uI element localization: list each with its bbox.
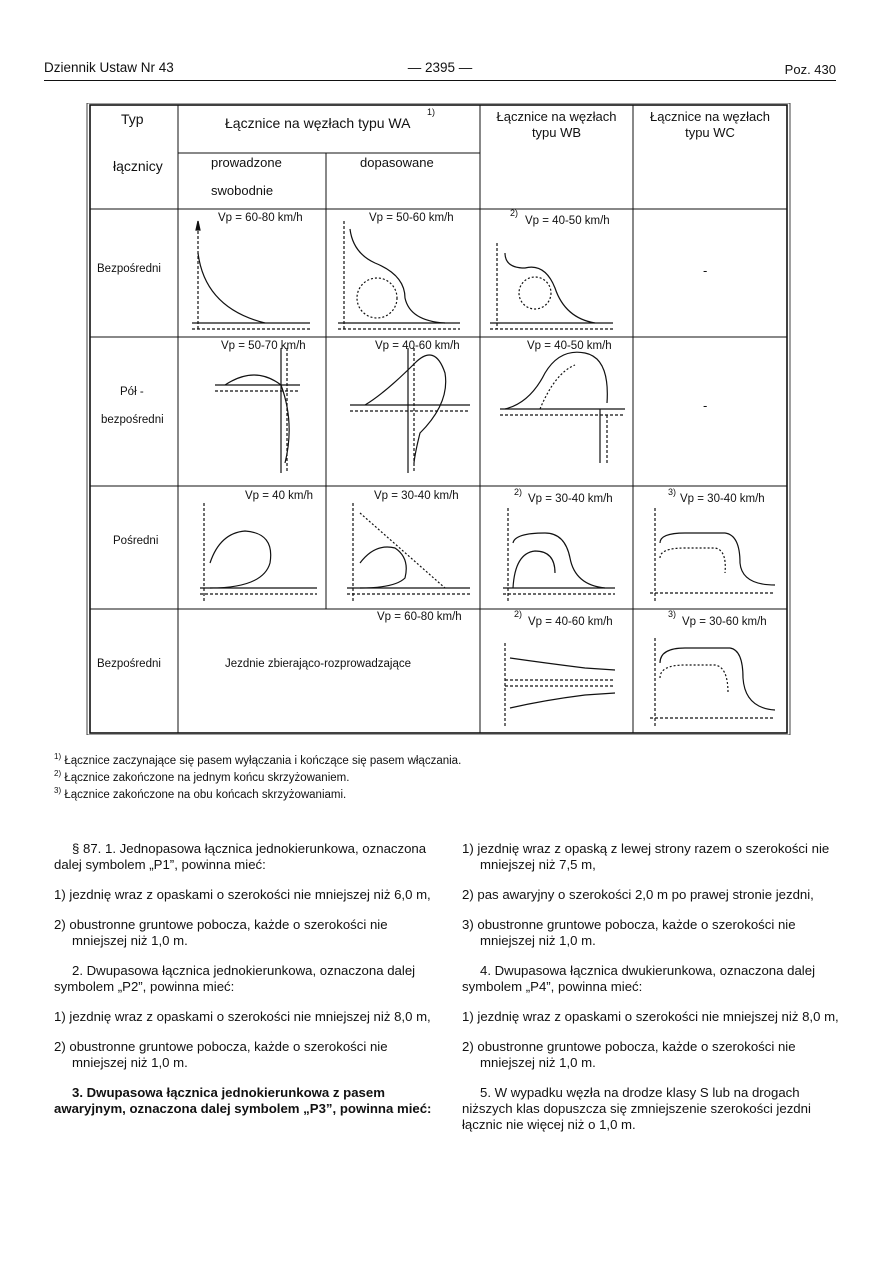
- speed-r2-wb: Vp = 40-50 km/h: [527, 340, 612, 352]
- diagram-r3-wb: [503, 508, 615, 603]
- diagram-r1-fit: [338, 221, 460, 329]
- footnote-1-mark: 1): [54, 752, 62, 761]
- head-wc-1: Łącznice na węzłach: [650, 109, 770, 124]
- para-87-4-item-2: 2) obustronne gruntowe pobocza, każde o szerokości nie mniejszej niż 1,0 m.: [462, 1039, 796, 1070]
- head-wa-fit: dopasowane: [360, 155, 434, 170]
- para-87-2: 2. Dwupasowa łącznica jednokierunkowa, oznaczona dalej symbolem „P2”, powinna mieć:: [54, 963, 416, 994]
- row-label-pol-1: Pół -: [120, 386, 144, 398]
- speed-r4-wb: Vp = 40-60 km/h: [528, 616, 613, 628]
- para-87-1-item-2: 2) obustronne gruntowe pobocza, każde o szerokości nie mniejszej niż 1,0 m.: [54, 917, 388, 948]
- speed-r3-wb: Vp = 30-40 km/h: [528, 493, 613, 505]
- speed-r1-free: Vp = 60-80 km/h: [218, 212, 303, 224]
- para-87-3-item-3: 3) obustronne gruntowe pobocza, każde o szerokości nie mniejszej niż 1,0 m.: [462, 917, 796, 948]
- diagram-r3-wc: [650, 508, 775, 603]
- head-lacznicy: łącznicy: [113, 158, 163, 174]
- speed-r4-wc: Vp = 30-60 km/h: [682, 616, 767, 628]
- diagram-r2-free: [215, 348, 300, 473]
- head-wa: Łącznice na węzłach typu WA: [225, 115, 411, 131]
- para-87-5: 5. W wypadku węzła na drodze klasy S lub na drogach niższych klas dopuszcza się zmniejszenie szerokości jezdni łącznic nie więcej niż o 1,0 m.: [462, 1085, 811, 1132]
- row-label-bezposredni-2: Bezpośredni: [97, 658, 161, 670]
- mark-r3-wc: 3): [668, 487, 677, 497]
- para-87-4-item-1: 1) jezdnię wraz z opaskami o szerokości nie mniejszej niż 8,0 m,: [462, 1009, 839, 1024]
- footnote-2: [54, 769, 349, 784]
- text-column-right: [462, 841, 846, 1147]
- head-wc-2: typu WC: [685, 125, 735, 140]
- mark-r4-wc: 3): [668, 609, 677, 619]
- journal-title: Dziennik Ustaw Nr 43: [44, 60, 174, 75]
- diagram-r2-wb: [500, 352, 625, 463]
- position-number: Poz. 430: [784, 62, 836, 77]
- para-87-2-item-1: 1) jezdnię wraz z opaskami o szerokości nie mniejszej niż 8,0 m,: [54, 1009, 431, 1024]
- diagram-r2-fit: [350, 348, 470, 473]
- speed-r3-free: Vp = 40 km/h: [245, 490, 314, 502]
- footnote-2-text: Łącznice zakończone na jednym końcu skrzyżowaniem.: [64, 771, 350, 784]
- head-wa-free-2: swobodnie: [211, 183, 274, 198]
- speed-r3-wc: Vp = 30-40 km/h: [680, 493, 765, 505]
- diagram-r1-free: [192, 221, 310, 329]
- head-wb-2: typu WB: [531, 125, 582, 140]
- para-87-2-item-2: 2) obustronne gruntowe pobocza, każde o szerokości nie mniejszej niż 1,0 m.: [54, 1039, 388, 1070]
- para-87-4: 4. Dwupasowa łącznica dwukierunkowa, oznaczona dalej symbolem „P4”, powinna mieć:: [462, 963, 816, 994]
- footnote-3-text: Łącznice zakończone na obu końcach skrzyżowaniami.: [64, 788, 347, 801]
- page-number: — 2395 —: [407, 60, 473, 75]
- footnote-3-mark: 3): [54, 786, 62, 795]
- footnote-1-text: Łącznice zaczynające się pasem wyłączania i kończące się pasem włączania.: [64, 754, 462, 767]
- text-column-left: [54, 841, 438, 1131]
- para-87-1-item-1: 1) jezdnię wraz z opaskami o szerokości nie mniejszej niż 6,0 m,: [54, 887, 431, 902]
- footnote-3: [54, 786, 346, 801]
- head-wa-free-1: prowadzone: [211, 155, 282, 170]
- speed-r1-fit: Vp = 50-60 km/h: [369, 212, 454, 224]
- page-header: [44, 58, 836, 81]
- table-grid: [85, 103, 792, 735]
- row-label-posredni: Pośredni: [113, 535, 159, 547]
- para-87-3-item-2: 2) pas awaryjny o szerokości 2,0 m po prawej stronie jezdni,: [462, 887, 814, 902]
- dash-r2-wc: -: [703, 398, 708, 413]
- row-label-bezposredni: Bezpośredni: [97, 263, 161, 275]
- footnote-1: [54, 752, 461, 767]
- speed-r1-wb: Vp = 40-50 km/h: [525, 215, 610, 227]
- speed-r2-fit: Vp = 40-60 km/h: [375, 340, 460, 352]
- diagram-r3-free: [200, 503, 317, 603]
- speed-r4-wa: Vp = 60-80 km/h: [377, 611, 462, 623]
- diagram-r1-wb: [490, 243, 613, 329]
- diagram-r4-wb: [505, 643, 615, 728]
- head-wa-footnote-mark: 1): [427, 107, 436, 117]
- interchange-table: [85, 103, 792, 735]
- para-87-3: 3. Dwupasowa łącznica jednokierunkowa z pasem awaryjnym, oznaczona dalej symbolem „P3”, powinna mieć:: [54, 1085, 432, 1116]
- mark-r4-wb: 2): [514, 609, 523, 619]
- footnote-2-mark: 2): [54, 769, 62, 778]
- mark-r3-wb: 2): [514, 487, 523, 497]
- speed-r2-free: Vp = 50-70 km/h: [221, 340, 306, 352]
- para-87-1: § 87. 1. Jednopasowa łącznica jednokierunkowa, oznaczona dalej symbolem „P1”, powinna mieć:: [54, 841, 427, 872]
- merge-roadway-text: Jezdnie zbierająco-rozprowadzające: [225, 658, 412, 670]
- row-label-pol-2: bezpośredni: [101, 414, 164, 426]
- speed-r3-fit: Vp = 30-40 km/h: [374, 490, 459, 502]
- head-wb-1: Łącznice na węzłach: [496, 109, 617, 124]
- mark-r1-wb: 2): [510, 208, 519, 218]
- para-87-3-item-1: 1) jezdnię wraz z opaską z lewej strony razem o szerokości nie mniejszej niż 7,5 m,: [462, 841, 830, 872]
- dash-r1-wc: -: [703, 263, 708, 278]
- head-typ: Typ: [121, 111, 144, 127]
- diagram-r3-fit: [347, 503, 470, 603]
- diagram-r4-wc: [650, 638, 775, 728]
